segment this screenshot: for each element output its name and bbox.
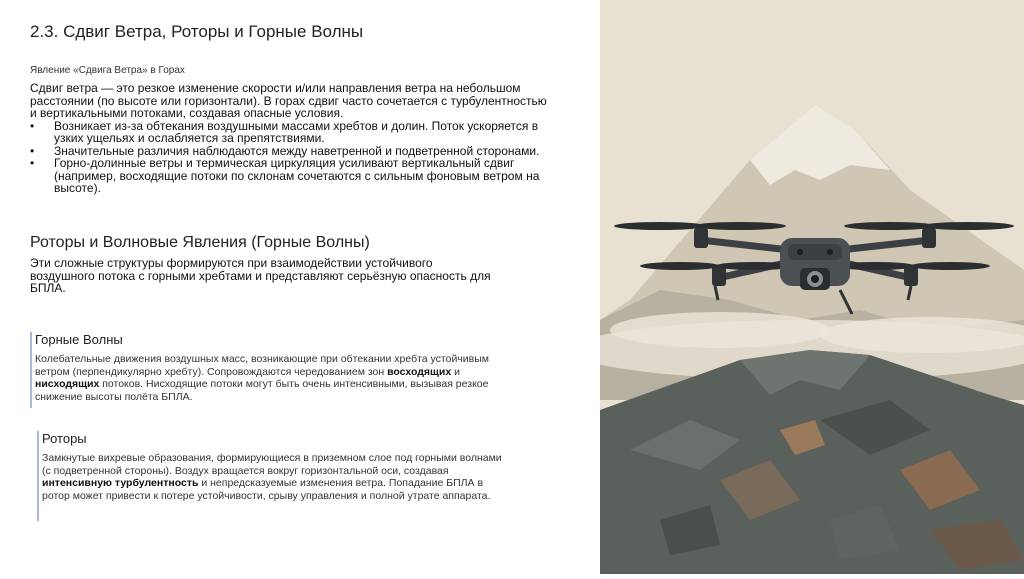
mountain-waves-card <box>30 332 505 408</box>
intro-paragraph: Сдвиг ветра — это резкое изменение скорости и/или направления ветра на небольшом расстоянии (по высоте или горизонтали). В горах сдвиг часто сочетается с турбулентностью и вертикальными потоками, создавая опасные условия. <box>30 81 547 120</box>
slide-title: 2.3. Сдвиг Ветра, Роторы и Горные Волны <box>30 22 364 41</box>
text-run: Замкнутые вихревые образования, формирующиеся в приземном слое под горными волнами (с подветренной стороны). Воздух вращается вокруг горизонтальной оси, создавая <box>42 452 502 477</box>
text-run: и <box>451 365 460 378</box>
text-run: и непредсказуемые изменения ветра. Попадание БПЛА в ротор может привести к потере устойчивости, срыву управления и полной утрате аппарата. <box>42 477 491 502</box>
bullet-item: • Значительные различия наблюдаются между наветренной и подветренной сторонами. <box>54 145 550 158</box>
section-paragraph: Эти сложные структуры формируются при взаимодействии устойчивого воздушного потока с горными хребтами и представляют серьёзную опасность для БПЛА. <box>30 256 491 295</box>
intro-bullets <box>30 120 550 195</box>
card-heading: Горные Волны <box>35 332 123 347</box>
rotors-card <box>37 431 512 521</box>
text-run: потоков. Нисходящие потоки могут быть очень интенсивными, вызывая резкое снижение высоты полёта БПЛА. <box>35 378 489 403</box>
section-subheading: Явление «Сдвига Ветра» в Горах <box>30 65 185 76</box>
bullet-item: • Горно-долинные ветры и термическая циркуляция усиливают вертикальный сдвиг (например, восходящие потоки по склонам сочетаются с сильным фоновым ветром на высоте). <box>54 157 550 195</box>
illustration-svg <box>600 0 1024 574</box>
section-heading: Роторы и Волновые Явления (Горные Волны) <box>30 234 370 251</box>
card-heading: Роторы <box>42 431 87 446</box>
bold-term: нисходящих <box>35 378 100 390</box>
bold-term: интенсивную турбулентность <box>42 477 199 489</box>
drone-over-mountain-illustration <box>600 0 1024 574</box>
card-text <box>42 452 512 502</box>
bullet-item: • Возникает из-за обтекания воздушными массами хребтов и долин. Поток ускоряется в узких ущельях и ослабляется за препятствиями. <box>54 120 550 145</box>
text-run: Колебательные движения воздушных масс, возникающие при обтекании хребта устойчивым ветром (перпендикулярно хребту). Сопровождаются чередованием зон <box>35 353 490 378</box>
card-text <box>35 353 505 403</box>
bold-term: восходящих <box>387 365 452 378</box>
intro-block <box>30 82 550 195</box>
